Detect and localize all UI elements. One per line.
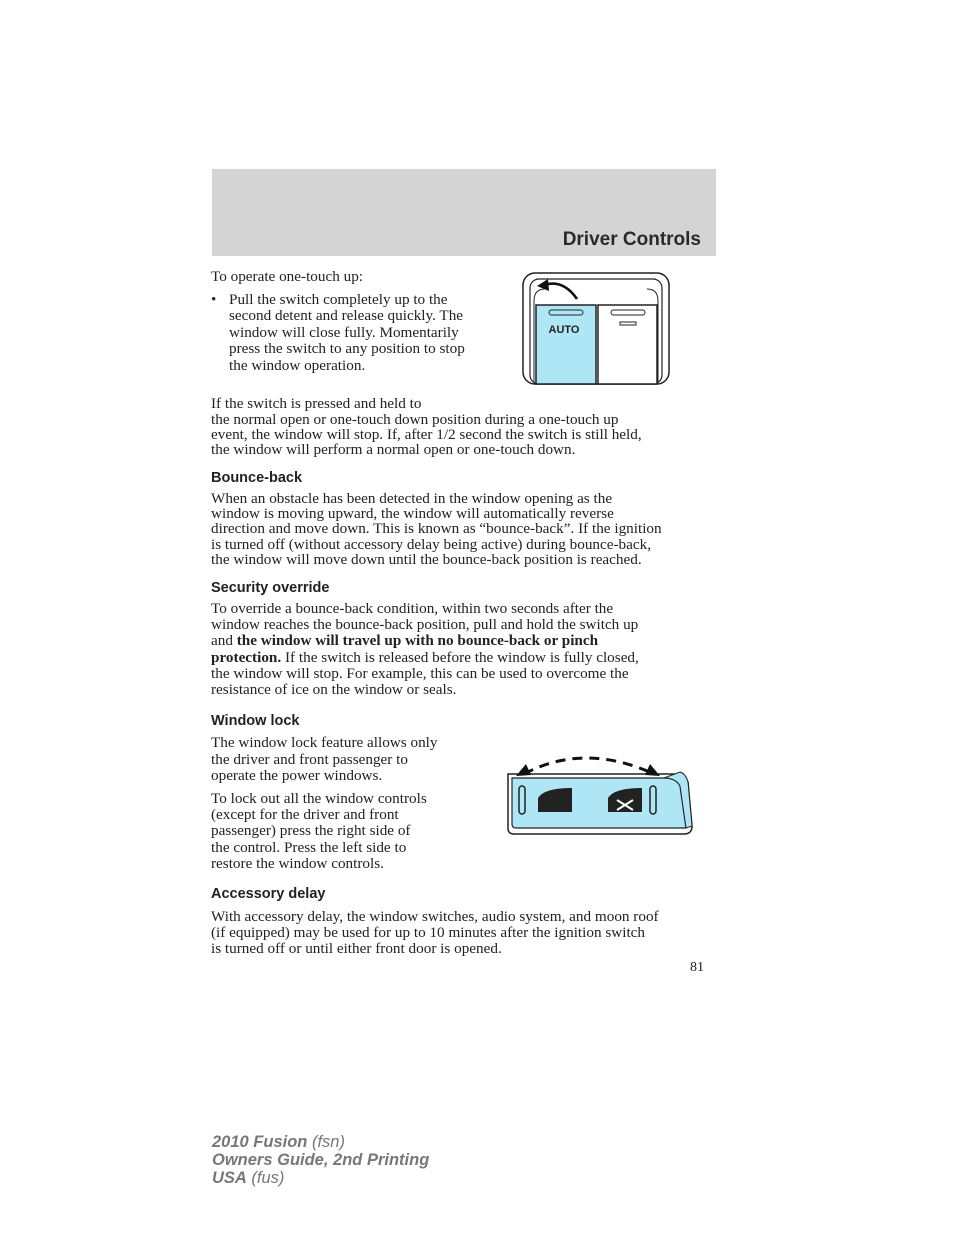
security-line-1: To override a bounce-back condition, within two seconds after the bbox=[211, 600, 614, 617]
bullet-text: Pull the switch completely up to the second detent and release quickly. The window will close fully. Momentarily press the switch to any position to stop the window operation. bbox=[229, 291, 465, 374]
lock-line: restore the window controls. bbox=[211, 855, 384, 872]
lock-line: the control. Press the left side to bbox=[211, 839, 407, 856]
security-line-4-plain: If the switch is released before the window is fully closed, bbox=[281, 649, 639, 666]
lock-line: To lock out all the window controls bbox=[211, 790, 427, 807]
bounce-line: When an obstacle has been detected in the window opening as the bbox=[211, 490, 613, 507]
lock-line: the driver and front passenger to bbox=[211, 751, 408, 768]
accessory-line: (if equipped) may be used for up to 10 minutes after the ignition switch bbox=[211, 924, 646, 941]
lock-line: passenger) press the right side of bbox=[211, 822, 411, 839]
security-line-6: resistance of ice on the window or seals. bbox=[211, 681, 457, 698]
lock-line: (except for the driver and front bbox=[211, 806, 399, 823]
page-number: 81 bbox=[690, 960, 704, 975]
security-line-4 bbox=[211, 650, 639, 666]
security-line-5: the window will stop. For example, this can be used to overcome the bbox=[211, 665, 629, 682]
heading-security-override: Security override bbox=[211, 580, 330, 596]
bounce-line: is turned off (without accessory delay being active) during bounce-back, bbox=[211, 536, 652, 553]
heading-window-lock: Window lock bbox=[211, 713, 300, 729]
footer-guide: Owners Guide, 2nd Printing bbox=[212, 1151, 430, 1169]
section-title: Driver Controls bbox=[562, 229, 701, 250]
held-line-2: the normal open or one-touch down position during a one-touch up bbox=[211, 411, 619, 428]
held-line-4: the window will perform a normal open or one-touch down. bbox=[211, 441, 576, 458]
footer-model: 2010 Fusion bbox=[212, 1133, 308, 1151]
auto-switch-illustration bbox=[521, 271, 671, 387]
heading-bounce-back: Bounce-back bbox=[211, 470, 303, 486]
lock-line: operate the power windows. bbox=[211, 767, 383, 784]
footer-region-code: (fus) bbox=[246, 1169, 285, 1187]
bounce-line: the window will move down until the bounce-back position is reached. bbox=[211, 551, 642, 568]
auto-label: AUTO bbox=[548, 324, 580, 336]
bounce-line: window is moving upward, the window will automatically reverse bbox=[211, 505, 614, 522]
accessory-line: With accessory delay, the window switches, audio system, and moon roof bbox=[211, 908, 659, 925]
held-line-1: If the switch is pressed and held to bbox=[211, 395, 422, 412]
section-header bbox=[212, 169, 716, 256]
security-line-2: window reaches the bounce-back position, pull and hold the switch up bbox=[211, 616, 639, 633]
accessory-line: is turned off or until either front door is opened. bbox=[211, 940, 502, 957]
security-line-3-plain: and bbox=[211, 632, 237, 649]
bullet-symbol: • bbox=[211, 291, 217, 308]
window-lock-illustration bbox=[504, 748, 696, 838]
intro-text: To operate one-touch up: bbox=[211, 268, 364, 285]
footer-model-code: (fsn) bbox=[307, 1133, 345, 1151]
held-line-3: event, the window will stop. If, after 1/2 second the switch is still held, bbox=[211, 426, 642, 443]
heading-accessory-delay: Accessory delay bbox=[211, 886, 326, 902]
footer-region: USA bbox=[212, 1169, 247, 1187]
security-line-3 bbox=[211, 633, 598, 649]
security-line-4-bold: protection. bbox=[211, 649, 282, 666]
document-footer bbox=[212, 1133, 429, 1187]
lock-line: The window lock feature allows only bbox=[211, 734, 438, 751]
bounce-line: direction and move down. This is known as “bounce-back”. If the ignition bbox=[211, 520, 662, 537]
security-line-3-bold: the window will travel up with no bounce-back or pinch bbox=[236, 632, 599, 649]
